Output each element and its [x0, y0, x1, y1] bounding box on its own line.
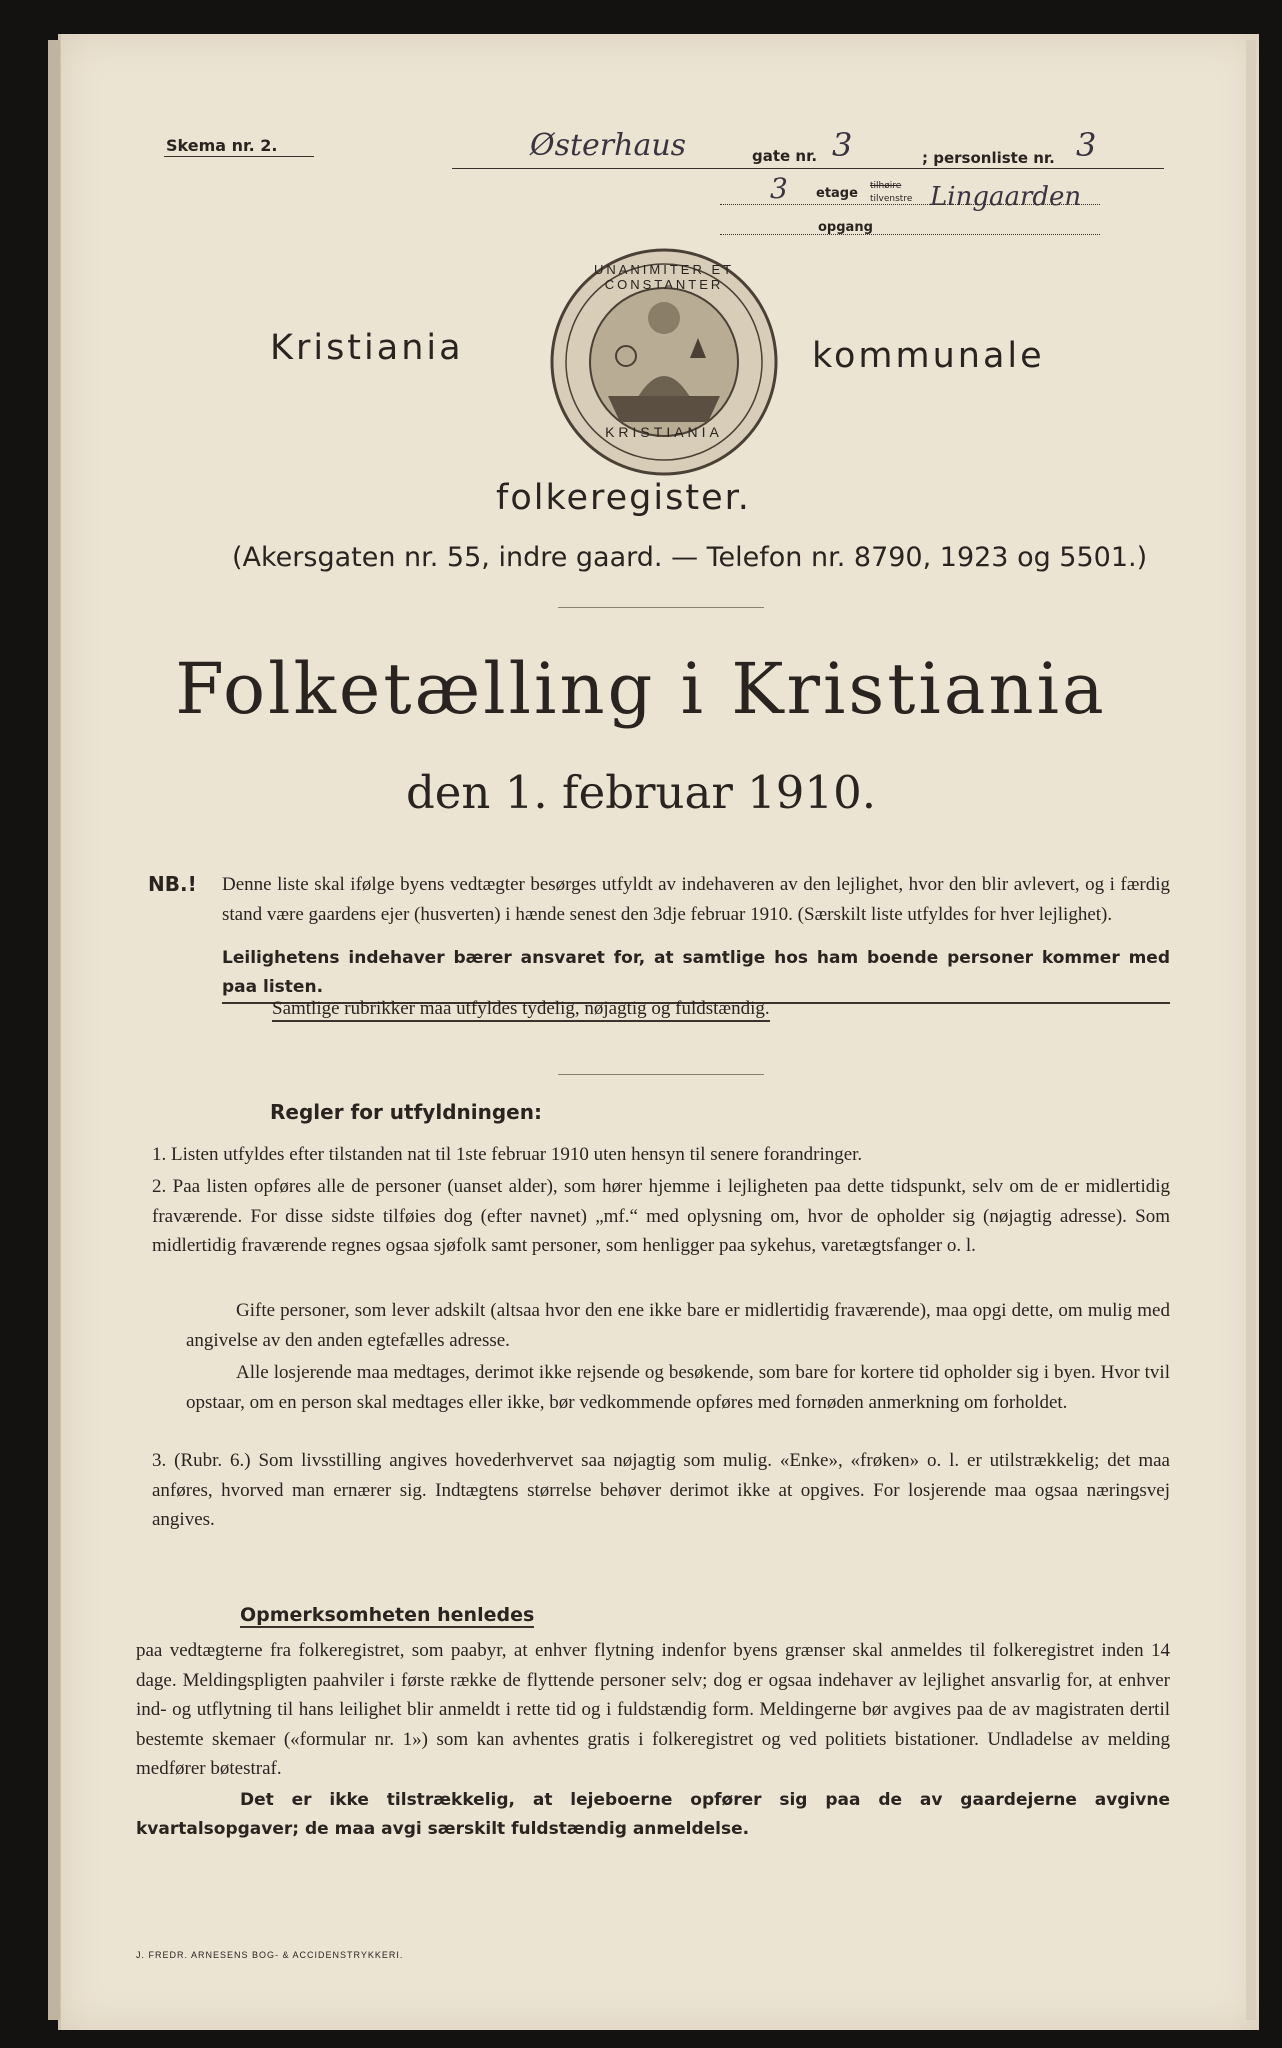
gate-value: 3 — [832, 126, 853, 164]
nb-bold: Leilighetens indehaver bærer ansvaret for, at samtlige hos ham boende personer kommer med paa listen. — [222, 944, 1170, 1004]
rule-2-lodgers: Alle losjerende maa medtages, derimot ikke rejsende og besøkende, som bare for kortere tid opholder sig i byen. Hvor tvil opstaar, om en person skal medtages eller ikke, bør vedkommende opføres med fornøden anmerkning om forholdet. — [186, 1362, 1170, 1413]
rule-2-married: Gifte personer, som lever adskilt (altsaa hvor den ene ikke bare er midlertidig fraværende), maa opgi dette, om mulig med angivelse av den anden egtefælles adresse. — [186, 1300, 1170, 1351]
nb-line3: Samtlige rubrikker maa utfyldes tydelig, nøjagtig og fuldstændig. — [272, 998, 770, 1022]
page-title: Folketælling i Kristiania — [175, 648, 1107, 730]
office-left: Kristiania — [270, 328, 464, 368]
rules-heading: Regler for utfyldningen: — [270, 1100, 542, 1124]
rule-2: 2. Paa listen opføres alle de personer (uanset alder), som hører hjemme i lejligheten paa dette tidspunkt, selv om de er midlertidig fraværende. For disse sidste tilføies dog (efter navnet) „mf.“ med oplysning om, hvor de opholder sig (nøjagtig adresse). Som midlertidig fraværende regnes ogsaa sjøfolk samt personer, som henligger paa sykehus, varetægtsfanger o. l. — [152, 1176, 1170, 1256]
paper-edge — [1246, 40, 1256, 2020]
street-handwritten: Østerhaus — [530, 128, 687, 163]
opgang-label: opgang — [818, 220, 873, 235]
notice-lead: Opmerksomheten henledes — [240, 1604, 535, 1626]
rule-3: 3. (Rubr. 6.) Som livsstilling angives hovederhvervet saa nøjagtig som mulig. «Enke», «frøken» o. l. er utilstrækkelig; det maa anføres, hvorved man ernærer sig. Indtægtens størrelse behøver derimot ikke at opgives. For losjerende maa ogsaa næringsvej angives. — [152, 1450, 1170, 1530]
title-date: den 1. februar 1910. — [405, 766, 877, 819]
paper-edge — [48, 40, 60, 2020]
etage-handwritten: Lingaarden — [930, 182, 1082, 212]
skema-label: Skema nr. 2. — [166, 136, 278, 155]
office-line2: folkeregister. — [496, 478, 751, 518]
notice-text: paa vedtægterne fra folkeregistret, som paabyr, at enhver flytning indenfor byens grænser skal anmeldes til folkeregistret inden 14 dage. Meldingspligten paahviler i første række de flyttende personer selv; dog er ogsaa indehaver av lejlighet ansvarlig for, at enhver ind- og utflytning til hans leilighet blir anmeldt i rette tid og i fuldstændig form. Meldingerne bør avgives paa de av magistraten dertil bestemte skemaer («formular nr. 1») som kan avhentes gratis i folkeregistret og ved politiets bistationer. Undladelse av melding medfører bøtestraf. — [136, 1640, 1170, 1779]
nb-text: Denne liste skal ifølge byens vedtægter besørges utfyldt av indehaveren av den lejlighet, hvor den blir avlevert, og i færdig stand være gaardens ejer (husverten) i hænde senest den 3dje februar 1910. (Særskilt liste utfyldes for hver lejlighet). — [222, 874, 1170, 925]
office-address: (Akersgaten nr. 55, indre gaard. — Telefon nr. 8790, 1923 og 5501.) — [232, 542, 1148, 573]
notice-text-2: Det er ikke tilstrækkelig, at lejeboerne opfører sig paa de av gaardejerne avgivne kvartalsopgaver; de maa avgi særskilt fuldstændig anmeldelse. — [136, 1790, 1170, 1839]
nb-label: NB.! — [148, 872, 197, 896]
office-right: kommunale — [812, 336, 1045, 376]
etage-label: etage — [816, 186, 858, 201]
side-bottom: tilvenstre — [870, 194, 913, 204]
etage-value: 3 — [770, 172, 788, 205]
seal-ring-text: UNANIMITER ET CONSTANTER — [593, 262, 735, 292]
printer-imprint: J. FREDR. ARNESENS BOG- & ACCIDENSTRYKKERI. — [136, 1950, 404, 1960]
personliste-label: ; personliste nr. — [922, 149, 1055, 167]
rule-1: 1. Listen utfyldes efter tilstanden nat til 1ste februar 1910 uten hensyn til senere forandringer. — [152, 1144, 863, 1165]
side-top: tilhøire — [870, 181, 902, 191]
gate-label: gate nr. — [752, 147, 818, 165]
personliste-value: 3 — [1076, 126, 1097, 164]
seal-bottom-text: KRISTIANIA — [605, 424, 723, 440]
